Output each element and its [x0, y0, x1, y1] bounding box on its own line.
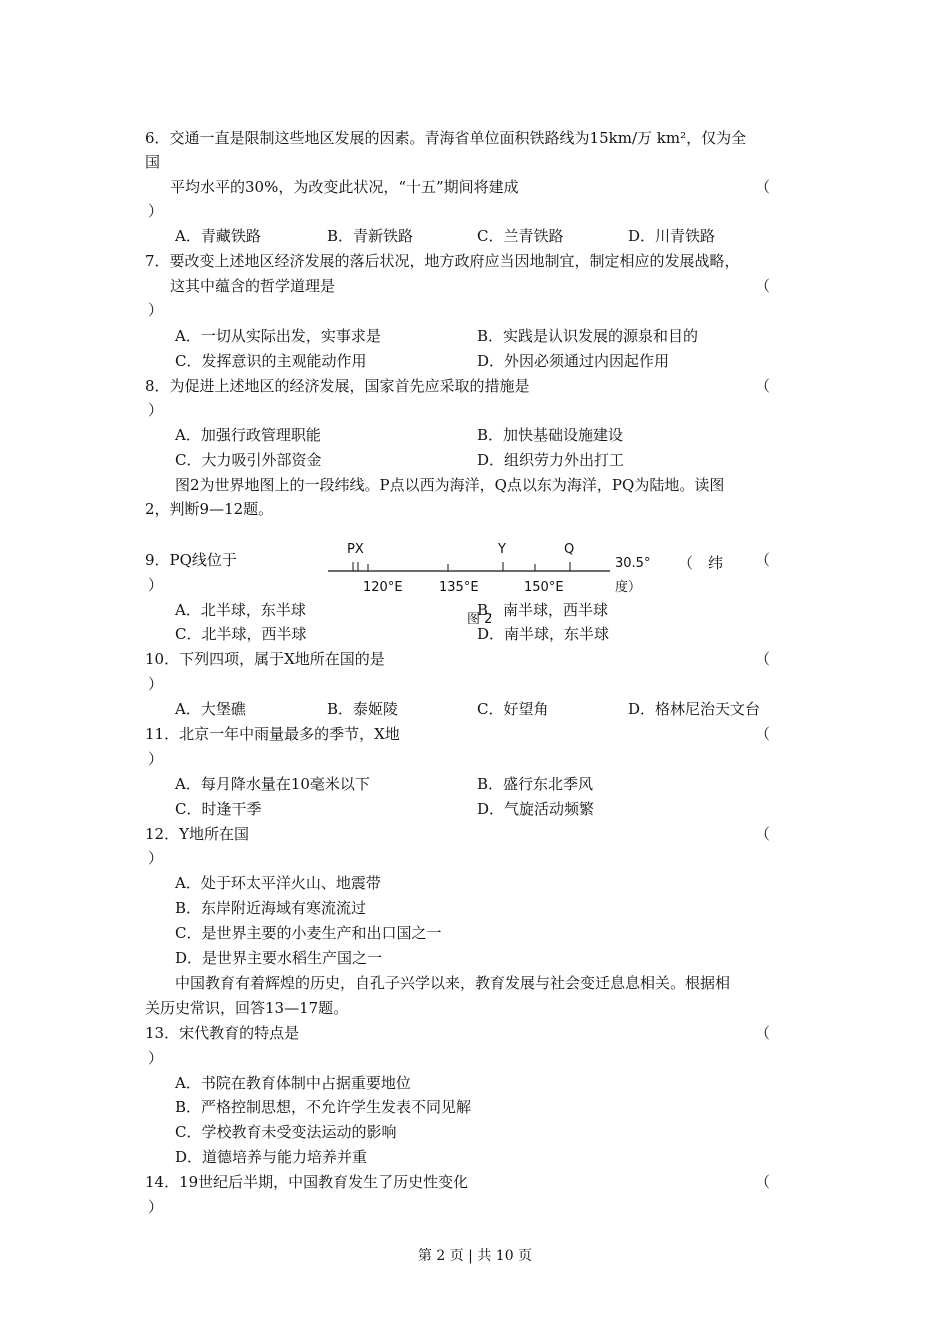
q9-option-a: A．北半球，东半球 — [175, 601, 306, 619]
q9-answer-paren-close: ） — [148, 576, 164, 594]
q14-answer-paren-open: （ — [755, 1173, 771, 1191]
edu-intro-line1: 中国教育有着辉煌的历史，自孔子兴学以来，教育发展与社会变迁息息相关。根据相 — [175, 974, 731, 992]
label-120e: 120°E — [363, 580, 403, 595]
q10-option-d: D．格林尼治天文台 — [628, 700, 761, 718]
q13-option-d: D．道德培养与能力培养并重 — [175, 1148, 368, 1166]
q10-stem-line1: 10．下列四项，属于X地所在国的是 — [145, 650, 385, 668]
label-150e: 150°E — [524, 580, 564, 595]
q10-answer-paren-close: ） — [148, 675, 164, 693]
map-intro-line2: 2，判断9—12题。 — [145, 500, 274, 518]
label-135e: 135°E — [439, 580, 479, 595]
q7-option-b: B．实践是认识发展的源泉和目的 — [477, 327, 699, 345]
q11-option-d: D．气旋活动频繁 — [477, 800, 595, 818]
q6-option-a: A．青藏铁路 — [175, 227, 261, 245]
q6-stem-line1: 6．交通一直是限制这些地区发展的因素。青海省单位面积铁路线为15km/万 km²，仅为全 — [145, 129, 747, 147]
q12-option-a: A．处于环太平洋火山、地震带 — [175, 874, 381, 892]
q10-answer-paren-open: （ — [755, 650, 771, 668]
q12-option-c: C．是世界主要的小麦生产和出口国之一 — [175, 924, 442, 942]
q8-option-d: D．组织劳力外出打工 — [477, 451, 625, 469]
label-latitude-suffix: 度） — [615, 580, 642, 595]
q6-option-b: B．青新铁路 — [327, 227, 414, 245]
q8-option-c: C．大力吸引外部资金 — [175, 451, 322, 469]
q13-option-b: B．严格控制思想，不允许学生发表不同见解 — [175, 1098, 472, 1116]
q7-option-d: D．外因必须通过内因起作用 — [477, 352, 670, 370]
q9-option-b: B．南半球，西半球 — [477, 601, 609, 619]
q7-answer-paren-open: （ — [755, 277, 771, 295]
figure-caption: 图 2 — [467, 612, 493, 627]
map-intro-line1: 图2为世界地图上的一段纬线。P点以西为海洋，Q点以东为海洋，PQ为陆地。读图 — [175, 476, 725, 494]
q11-option-a: A．每月降水量在10毫米以下 — [175, 775, 370, 793]
q8-option-b: B．加快基础设施建设 — [477, 426, 624, 444]
q14-stem-line1: 14．19世纪后半期，中国教育发生了历史性变化 — [145, 1173, 469, 1191]
label-y: Y — [498, 542, 506, 557]
q11-option-b: B．盛行东北季风 — [477, 775, 594, 793]
q9-option-d: D．南半球，东半球 — [477, 625, 610, 643]
q8-option-a: A．加强行政管理职能 — [175, 426, 321, 444]
q13-option-c: C．学校教育未受变法运动的影响 — [175, 1123, 397, 1141]
q13-option-a: A．书院在教育体制中占据重要地位 — [175, 1074, 411, 1092]
q7-option-c: C．发挥意识的主观能动作用 — [175, 352, 367, 370]
q6-option-c: C．兰青铁路 — [477, 227, 564, 245]
q11-stem-line1: 11．北京一年中雨量最多的季节，X地 — [145, 725, 400, 743]
q9-answer-paren-open: （ — [755, 551, 771, 569]
q12-answer-paren-open: （ — [755, 825, 771, 843]
q6-option-d: D．川青铁路 — [628, 227, 716, 245]
q6-answer-paren-close: ） — [148, 202, 164, 220]
q9-stem-extra: （ 纬 — [678, 554, 724, 572]
q10-option-c: C．好望角 — [477, 700, 549, 718]
page-footer: 第 2 页 | 共 10 页 — [417, 1248, 533, 1264]
q12-option-b: B．东岸附近海域有寒流流过 — [175, 899, 367, 917]
q8-answer-paren-close: ） — [148, 401, 164, 419]
q13-stem-line1: 13．宋代教育的特点是 — [145, 1024, 300, 1042]
label-px: PX — [347, 542, 364, 557]
label-q: Q — [564, 542, 575, 557]
q12-option-d: D．是世界主要水稻生产国之一 — [175, 949, 383, 967]
q11-answer-paren-open: （ — [755, 725, 771, 743]
q9-option-c: C．北半球，西半球 — [175, 625, 307, 643]
q6-stem-line1b: 国 — [145, 153, 161, 171]
q7-option-a: A．一切从实际出发，实事求是 — [175, 327, 381, 345]
q7-answer-paren-close: ） — [148, 301, 164, 319]
q11-option-c: C．时逢干季 — [175, 800, 262, 818]
q12-stem-line1: 12．Y地所在国 — [145, 825, 249, 843]
q8-stem-line1: 8．为促进上述地区的经济发展，国家首先应采取的措施是 — [145, 377, 530, 395]
q8-answer-paren-open: （ — [755, 377, 771, 395]
q6-answer-paren-open: （ — [755, 178, 771, 196]
q10-option-a: A．大堡礁 — [175, 700, 246, 718]
q6-stem-line2: 平均水平的30%，为改变此状况，“十五”期间将建成 — [170, 178, 519, 196]
q9-stem-line1: 9．PQ线位于 — [145, 551, 237, 569]
q10-option-b: B．泰姬陵 — [327, 700, 399, 718]
q13-answer-paren-open: （ — [755, 1024, 771, 1042]
q12-answer-paren-close: ） — [148, 849, 164, 867]
label-latitude: 30.5° — [615, 556, 651, 571]
q7-stem-line2: 这其中蕴含的哲学道理是 — [170, 277, 336, 295]
edu-intro-line2: 关历史常识，回答13—17题。 — [145, 999, 349, 1017]
q11-answer-paren-close: ） — [148, 750, 164, 768]
q13-answer-paren-close: ） — [148, 1049, 164, 1067]
q7-stem-line1: 7．要改变上述地区经济发展的落后状况，地方政府应当因地制宜，制定相应的发展战略， — [145, 252, 740, 270]
q14-answer-paren-close: ） — [148, 1198, 164, 1216]
